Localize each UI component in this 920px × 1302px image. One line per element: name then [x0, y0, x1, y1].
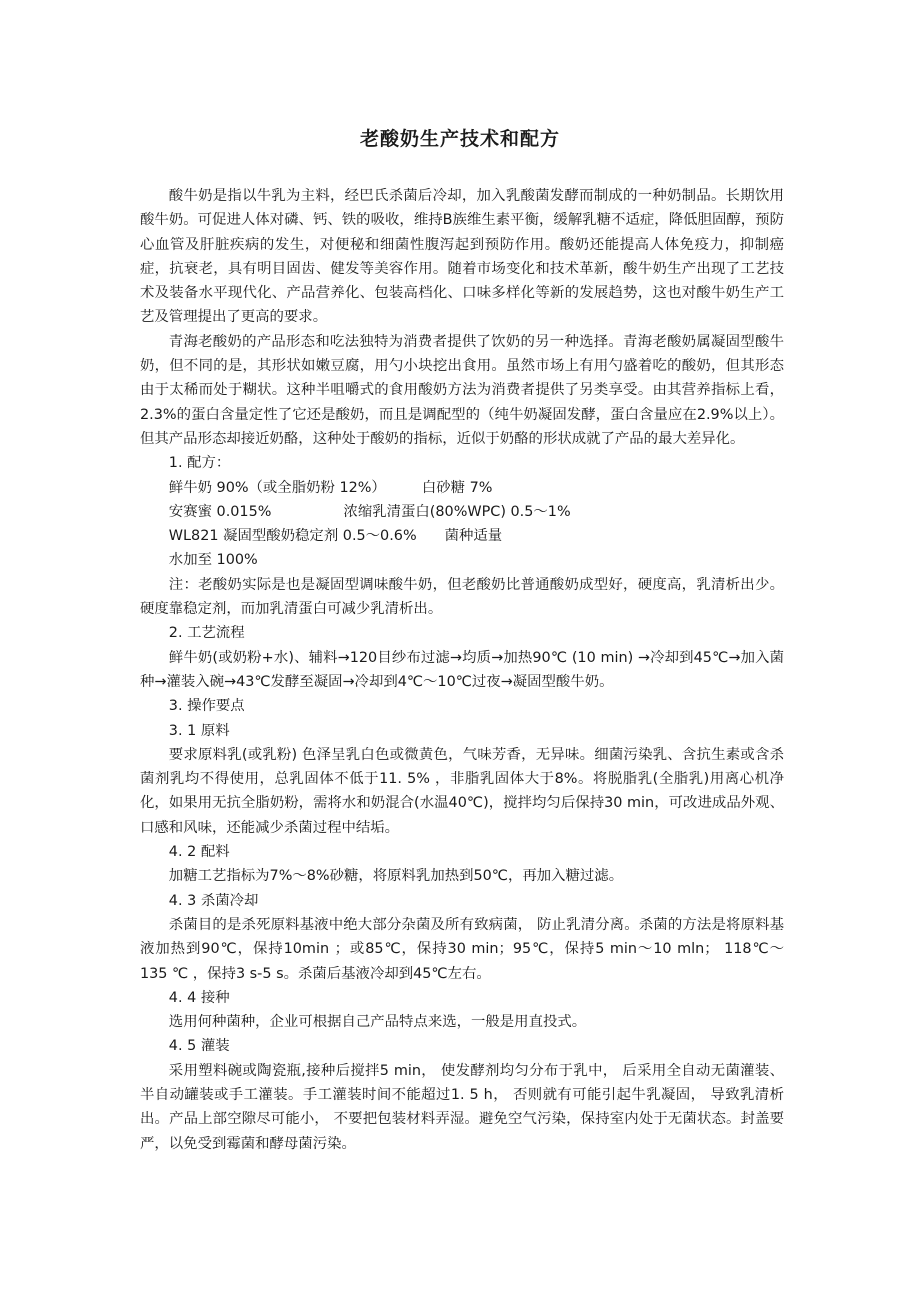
section-3-heading: 3. 操作要点: [168, 698, 245, 715]
section-4-4-text: 选用何种菌种，企业可根据自己产品特点来选，一般是用直投式。: [168, 1014, 587, 1031]
section-1-heading: 1. 配方：: [168, 455, 231, 472]
document-title: 老酸奶生产技术和配方: [359, 128, 560, 150]
formula-note: 注：老酸奶实际是也是凝固型调味酸牛奶，但老酸奶比普通酸奶成型好，硬度高，乳清析出少。硬度靠稳定剂，而加乳清蛋白可减少乳清析出。: [140, 576, 784, 618]
section-4-2-heading: 4. 2 配料: [168, 844, 230, 861]
formula-milk: 鲜牛奶 90%（或全脂奶粉 12%）: [168, 479, 386, 496]
document-body: [140, 184, 784, 1156]
section-4-4-heading: 4. 4 接种: [168, 989, 230, 1006]
formula-sugar: 白砂糖 7%: [421, 479, 493, 496]
section-4-3-heading: 4. 3 杀菌冷却: [168, 892, 259, 909]
section-2-heading: 2. 工艺流程: [168, 625, 245, 642]
section-4-5-heading: 4. 5 灌装: [168, 1038, 230, 1055]
section-4-2-text: 加糖工艺指标为7%～8%砂糖，将原料乳加热到50℃，再加入糖过滤。: [168, 868, 624, 885]
formula-row-1: [140, 476, 784, 500]
section-4-3-text: 杀菌目的是杀死原料基液中绝大部分杂菌及所有致病菌， 防止乳清分离。杀菌的方法是将原料基液加热到90℃，保持10min ；或85℃，保持30 min；95℃，保持5 min～10 mln； 118℃～ 135 ℃ ，保持3 s-5 s。杀菌后基液冷却到45℃左右。: [140, 916, 784, 982]
section-3-1-text: 要求原料乳(或乳粉) 色泽呈乳白色或微黄色，气味芳香，无异味。细菌污染乳、含抗生素或含杀菌剂乳均不得使用，总乳固体不低于11. 5% ，非脂乳固体大于8%。将脱脂乳(全脂乳)用离心机净化，如果用无抗全脂奶粉，需将水和奶混合(水温40℃)，搅拌均匀后保持30 min，可改进成品外观、口感和风味，还能减少杀菌过程中结垢。: [140, 746, 784, 836]
formula-culture: 菌种适量: [444, 528, 503, 545]
formula-whey: 浓缩乳清蛋白(80%WPC) 0.5～1%: [343, 503, 571, 520]
section-4-5-text: 采用塑料碗或陶瓷瓶,接种后搅拌5 min， 使发酵剂均匀分布于乳中， 后采用全自动无菌灌装、半自动罐装或手工灌装。手工灌装时间不能超过1. 5 h， 否则就有可能引起牛乳凝固， 导致乳清析出。产品上部空隙尽可能小， 不要把包装材料弄湿。避免空气污染，保持室内处于无菌状态。封盖要严，以免受到霉菌和酵母菌污染。: [140, 1062, 784, 1152]
formula-stabilizer: WL821 凝固型酸奶稳定剂 0.5～0.6%: [168, 528, 417, 545]
formula-row-4: 水加至 100%: [168, 552, 258, 569]
formula-acesulfame: 安赛蜜 0.015%: [168, 503, 272, 520]
section-3-1-heading: 3. 1 原料: [168, 722, 230, 739]
intro-paragraph-2: 青海老酸奶的产品形态和吃法独特为消费者提供了饮奶的另一种选择。青海老酸奶属凝固型酸牛奶，但不同的是，其形状如嫩豆腐，用勺小块挖出食用。虽然市场上有用勺盛着吃的酸奶，但其形态由于太稀而处于糊状。这种半咀嚼式的食用酸奶方法为消费者提供了另类享受。由其营养指标上看，2.3%的蛋白含量定性了它还是酸奶，而且是调配型的（纯牛奶凝固发酵，蛋白含量应在2.9%以上）。但其产品形态却接近奶酪，这种处于酸奶的指标，近似于奶酪的形状成就了产品的最大差异化。: [140, 333, 784, 447]
intro-paragraph-1: 酸牛奶是指以牛乳为主料，经巴氏杀菌后冷却，加入乳酸菌发酵而制成的一种奶制品。长期饮用酸牛奶。可促进人体对磷、钙、铁的吸收，维持B族维生素平衡，缓解乳糖不适症，降低胆固醇，预防心血管及肝脏疾病的发生，对便秘和细菌性腹泻起到预防作用。酸奶还能提高人体免疫力，抑制癌症，抗衰老，具有明目固齿、健发等美容作用。随着市场变化和技术革新，酸牛奶生产出现了工艺技术及装备水平现代化、产品营养化、包装高档化、口味多样化等新的发展趋势，这也对酸牛奶生产工艺及管理提出了更高的要求。: [140, 188, 784, 326]
formula-row-2: [140, 500, 784, 524]
formula-row-3: [140, 524, 784, 548]
process-flow-text: 鲜牛奶(或奶粉+水)、辅料→120目纱布过滤→均质→加热90℃ (10 min) →冷却到45℃→加入菌种→灌装入碗→43℃发酵至凝固→冷却到4℃～10℃过夜→凝固型酸牛奶。: [140, 649, 784, 690]
